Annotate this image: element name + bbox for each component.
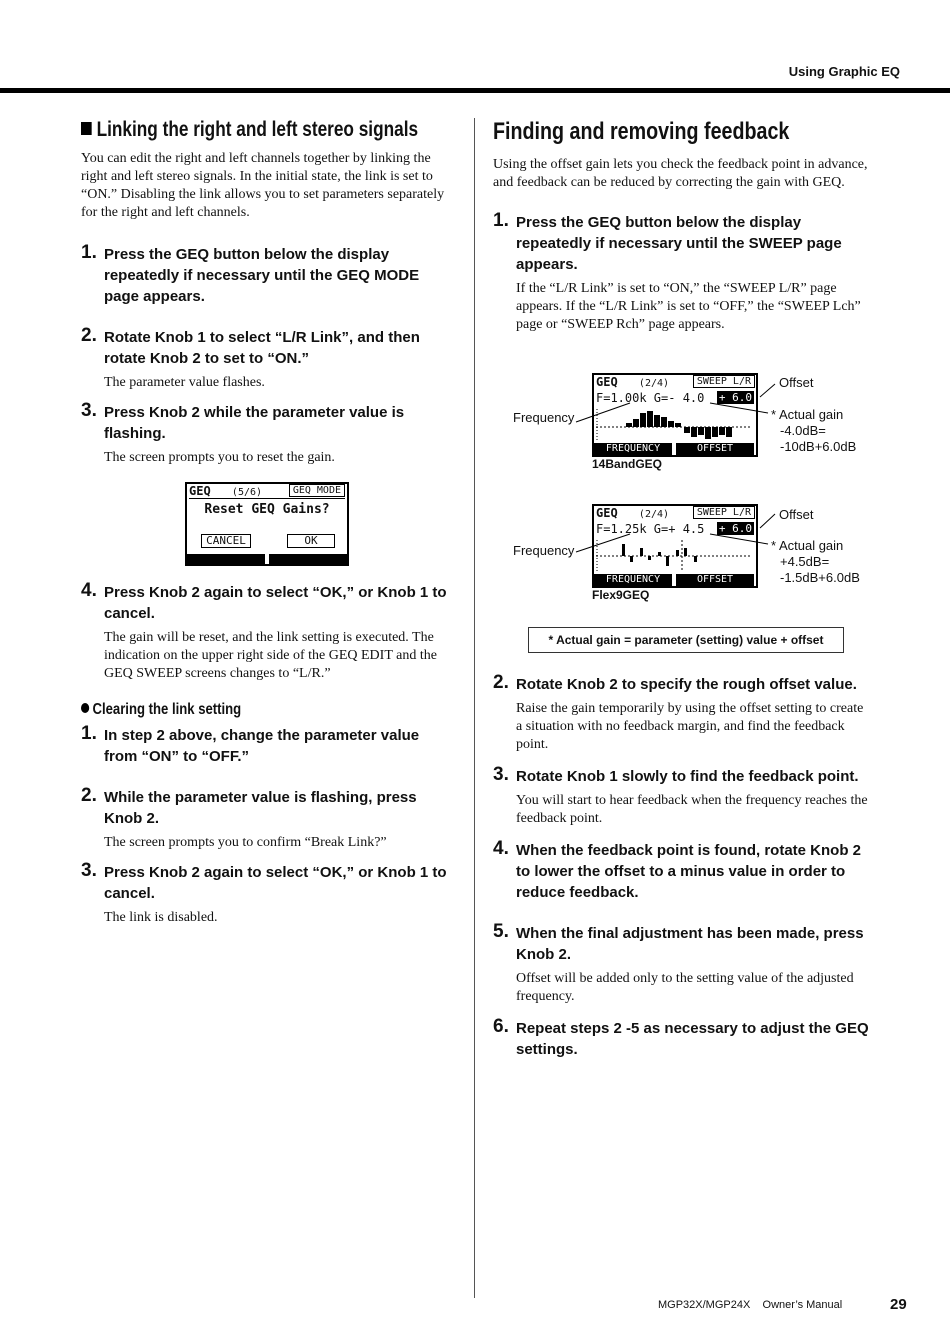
right-column	[493, 118, 873, 334]
lcd-frequency-button: FREQUENCY	[594, 574, 672, 586]
label-actual-gain-1: * Actual gain -4.0dB= -10dB+6.0dB	[771, 407, 857, 454]
step-instruction: Press Knob 2 while the parameter value is flashing.	[104, 404, 405, 442]
step-instruction: Rotate Knob 1 slowly to find the feedback point.	[516, 768, 859, 785]
step-description: The screen prompts you to reset the gain.	[104, 450, 335, 465]
step-number: 1.	[81, 242, 97, 263]
step-number: 6.	[493, 1016, 509, 1037]
step-number: 3.	[81, 400, 97, 421]
step-instruction: When the final adjustment has been made, press Knob 2.	[516, 925, 864, 963]
footer-model: MGP32X/MGP24X Owner’s Manual	[658, 1299, 843, 1311]
feedback-step-6	[493, 1018, 873, 1060]
step-instruction: Repeat steps 2 -5 as necessary to adjust the GEQ settings.	[516, 1020, 869, 1058]
lcd-offset-button: OFFSET	[676, 574, 754, 586]
caption-flex9: Flex9GEQ	[592, 588, 650, 602]
label-offset-2: Offset	[779, 507, 814, 522]
step-number: 3.	[493, 764, 509, 785]
step-3	[81, 402, 456, 467]
step-number: 4.	[493, 838, 509, 859]
intro-feedback: Using the offset gain lets you check the feedback point in advance, and feedback can be reduced by correcting the gain with GEQ.	[493, 157, 868, 190]
header-rule	[0, 88, 950, 93]
step-instruction: When the feedback point is found, rotate Knob 2 to lower the offset to a minus value in order to reduce feedback.	[516, 842, 862, 901]
lcd-title: GEQ	[189, 484, 211, 498]
lcd-page: (2/4)	[638, 509, 670, 520]
step-instruction: Press Knob 2 again to select “OK,” or Knob 1 to cancel.	[104, 864, 447, 902]
lcd-frequency-button: FREQUENCY	[594, 443, 672, 455]
lcd-message: Reset GEQ Gains?	[204, 502, 330, 517]
step-description: The gain will be reset, and the link setting is executed. The indication on the upper right side of the GEQ EDIT and the GEQ SWEEP screens changes to “L/R.”	[104, 630, 437, 681]
step-instruction: While the parameter value is flashing, press Knob 2.	[104, 789, 417, 827]
step-2	[81, 327, 456, 392]
step-number: 4.	[81, 580, 97, 601]
callout-lines-2	[570, 506, 780, 566]
feedback-step-1	[493, 212, 873, 334]
column-divider	[474, 118, 475, 1298]
lcd-readout: F=1.25k G=+ 4.5	[596, 522, 705, 536]
lcd-title: GEQ	[596, 375, 618, 389]
label-frequency-2: Frequency	[513, 543, 575, 558]
step-instruction: Press Knob 2 again to select “OK,” or Knob 1 to cancel.	[104, 584, 447, 622]
right-column-steps	[493, 674, 873, 1060]
lcd-offset-value: + 6.0	[718, 522, 752, 535]
step-description: The screen prompts you to confirm “Break Link?”	[104, 835, 387, 850]
step-instruction: In step 2 above, change the parameter value from “ON” to “OFF.”	[104, 727, 420, 765]
lcd-tab: SWEEP L/R	[693, 375, 755, 388]
step-4	[81, 582, 456, 683]
section-header: Using Graphic EQ	[788, 64, 900, 79]
step-number: 2.	[81, 785, 97, 806]
lcd-reset-gains	[185, 482, 349, 566]
feedback-step-4	[493, 840, 873, 903]
left-column	[81, 118, 456, 927]
feedback-step-3	[493, 766, 873, 828]
lcd-offset-value: + 6.0	[718, 391, 752, 404]
label-actual-gain-2: * Actual gain +4.5dB= -1.5dB+6.0dB	[771, 538, 860, 585]
step-number: 1.	[81, 723, 97, 744]
lcd-title: GEQ	[596, 506, 618, 520]
step-description: The link is disabled.	[104, 910, 218, 925]
clear-step-2	[81, 787, 456, 852]
square-bullet-icon	[81, 122, 92, 135]
subhead-clearing: Clearing the link setting	[81, 701, 456, 719]
lcd-page: (2/4)	[638, 378, 670, 389]
lcd-page: (5/6)	[231, 487, 263, 498]
section-title-linking: Linking the right and left stereo signals	[81, 118, 456, 142]
step-number: 3.	[81, 860, 97, 881]
lcd-offset-button: OFFSET	[676, 443, 754, 455]
lcd-ok-button: OK	[287, 534, 335, 548]
clear-step-3	[81, 862, 456, 927]
step-1	[81, 244, 456, 307]
step-instruction: Press the GEQ button below the display repeatedly if necessary until the GEQ MODE page appears.	[104, 246, 420, 305]
feedback-step-2	[493, 674, 873, 754]
lcd-readout: F=1.00k G=- 4.0	[596, 391, 705, 405]
lcd-cancel-button: CANCEL	[201, 534, 251, 548]
intro-linking: You can edit the right and left channels together by linking the right and left stereo signals. In the initial state, the link is set to “ON.” Disabling the link allows you to set parameters separately for the right and left channels.	[81, 151, 445, 220]
caption-14band: 14BandGEQ	[592, 457, 663, 471]
step-description: The parameter value flashes.	[104, 375, 265, 390]
step-description: Raise the gain temporarily by using the offset setting to create a situation with no feedback margin, and find the feedback point.	[516, 701, 864, 752]
feedback-step-5	[493, 923, 873, 1006]
label-frequency-1: Frequency	[513, 410, 575, 425]
bullet-dot-icon	[81, 703, 89, 713]
step-number: 2.	[81, 325, 97, 346]
step-number: 5.	[493, 921, 509, 942]
step-description: Offset will be added only to the setting value of the adjusted frequency.	[516, 971, 854, 1004]
step-instruction: Press the GEQ button below the display repeatedly if necessary until the SWEEP page appears.	[516, 214, 842, 273]
lcd-bottom-notch	[265, 554, 269, 564]
step-number: 1.	[493, 210, 509, 231]
step-description: You will start to hear feedback when the frequency reaches the feedback point.	[516, 793, 868, 826]
lcd-tab: SWEEP L/R	[693, 506, 755, 519]
lcd-tab: GEQ MODE	[289, 484, 345, 497]
actual-gain-note: * Actual gain = parameter (setting) value + offset	[528, 627, 844, 653]
page-number: 29	[890, 1296, 907, 1313]
label-offset-1: Offset	[779, 375, 814, 390]
callout-lines-1	[570, 375, 780, 435]
step-instruction: Rotate Knob 2 to specify the rough offset value.	[516, 676, 857, 693]
step-number: 2.	[493, 672, 509, 693]
step-description: If the “L/R Link” is set to “ON,” the “SWEEP L/R” page appears. If the “L/R Link” is set to “OFF,” the “SWEEP Lch” page or “SWEEP Rch” page appears.	[516, 281, 861, 332]
step-instruction: Rotate Knob 1 to select “L/R Link”, and then rotate Knob 2 to set to “ON.”	[104, 329, 420, 367]
section-title-feedback: Finding and removing feedback	[493, 118, 790, 145]
clear-step-1	[81, 725, 456, 767]
